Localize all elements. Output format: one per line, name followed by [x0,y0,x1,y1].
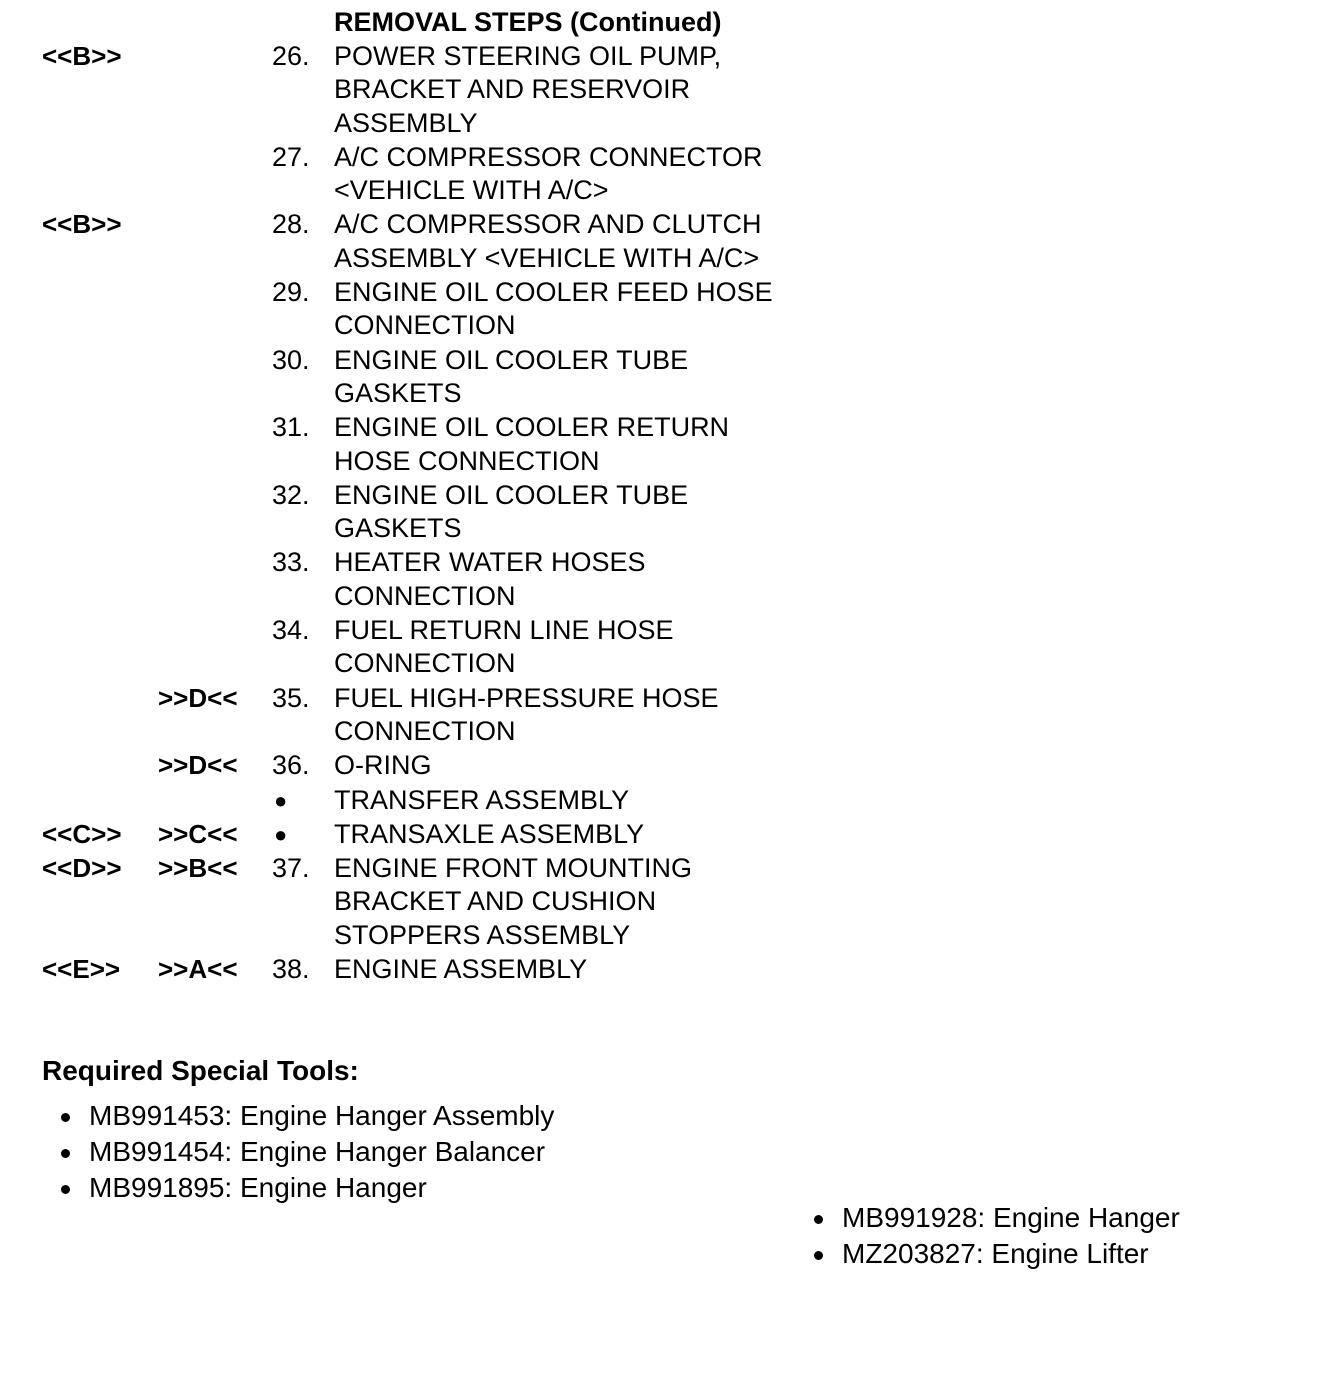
removal-reference: <<B>> [42,41,122,71]
step-text: ENGINE OIL COOLER TUBE GASKETS [334,344,689,408]
step-number: 37. [272,853,310,884]
step-text: ENGINE FRONT MOUNTING BRACKET AND CUSHION STOPPERS ASSEMBLY [334,853,693,950]
step-number: 29. [272,277,310,308]
step-row [0,614,800,681]
step-row [0,682,800,749]
step-row [0,141,800,208]
special-tool-item: MB991928: Engine Hanger [795,1200,1180,1236]
step-text: TRANSFER ASSEMBLY [334,784,630,815]
step-text: POWER STEERING OIL PUMP, BRACKET AND RESERVOIR ASSEMBLY [334,41,722,138]
step-row [0,344,800,411]
special-tool-item: MB991453: Engine Hanger Assembly [42,1098,554,1134]
step-text: FUEL HIGH-PRESSURE HOSE CONNECTION [334,682,719,746]
step-number: 26. [272,41,310,71]
removal-reference: <<D>> [42,853,122,884]
special-tools-list-continued [795,1200,1180,1272]
removal-reference: <<E>> [42,954,121,985]
removal-steps-list [0,40,800,987]
step-text: ENGINE OIL COOLER TUBE GASKETS [334,479,689,544]
installation-reference: >>D<< [158,750,238,781]
step-row [0,953,800,986]
installation-reference: >>C<< [158,818,238,849]
step-number: 38. [272,954,310,985]
step-number: 28. [272,209,310,240]
step-row [0,852,800,952]
step-text: HEATER WATER HOSES CONNECTION [334,547,646,611]
step-row [0,546,800,613]
step-text: TRANSAXLE ASSEMBLY [334,818,645,849]
step-number: 34. [272,615,310,646]
removal-reference: <<C>> [42,818,122,849]
step-row [0,784,800,817]
special-tool-item: MB991895: Engine Hanger [42,1170,554,1206]
step-row [0,749,800,782]
special-tool-item: MB991454: Engine Hanger Balancer [42,1134,554,1170]
step-text: A/C COMPRESSOR AND CLUTCH ASSEMBLY <VEHICLE WITH A/C> [334,209,762,273]
step-row [0,276,800,343]
step-number: 31. [272,412,310,443]
step-row [0,208,800,275]
installation-reference: >>B<< [158,853,238,884]
step-row [0,40,800,140]
required-special-tools-heading: Required Special Tools: [42,1055,359,1086]
step-number: 36. [272,750,310,781]
step-text: ENGINE ASSEMBLY [334,954,588,985]
special-tools-list [42,1098,554,1206]
step-row [0,411,800,478]
step-number: 35. [272,682,310,713]
step-text: ENGINE OIL COOLER RETURN HOSE CONNECTION [334,412,730,476]
step-number: 33. [272,547,310,578]
step-row [0,818,800,851]
installation-reference: >>D<< [158,682,238,713]
bullet-icon: ● [274,821,288,847]
step-number: 30. [272,344,310,375]
step-text: O-RING [334,750,432,781]
removal-steps-heading: REMOVAL STEPS (Continued) [334,7,722,37]
step-number: 27. [272,141,310,172]
removal-reference: <<B>> [42,209,122,240]
step-number: 32. [272,479,310,510]
step-row [0,479,800,546]
step-text: A/C COMPRESSOR CONNECTOR <VEHICLE WITH A/C> [334,141,763,206]
bullet-icon: ● [274,787,288,813]
step-text: ENGINE OIL COOLER FEED HOSE CONNECTION [334,277,773,341]
installation-reference: >>A<< [158,954,238,985]
step-text: FUEL RETURN LINE HOSE CONNECTION [334,615,674,679]
special-tool-item: MZ203827: Engine Lifter [795,1236,1180,1272]
